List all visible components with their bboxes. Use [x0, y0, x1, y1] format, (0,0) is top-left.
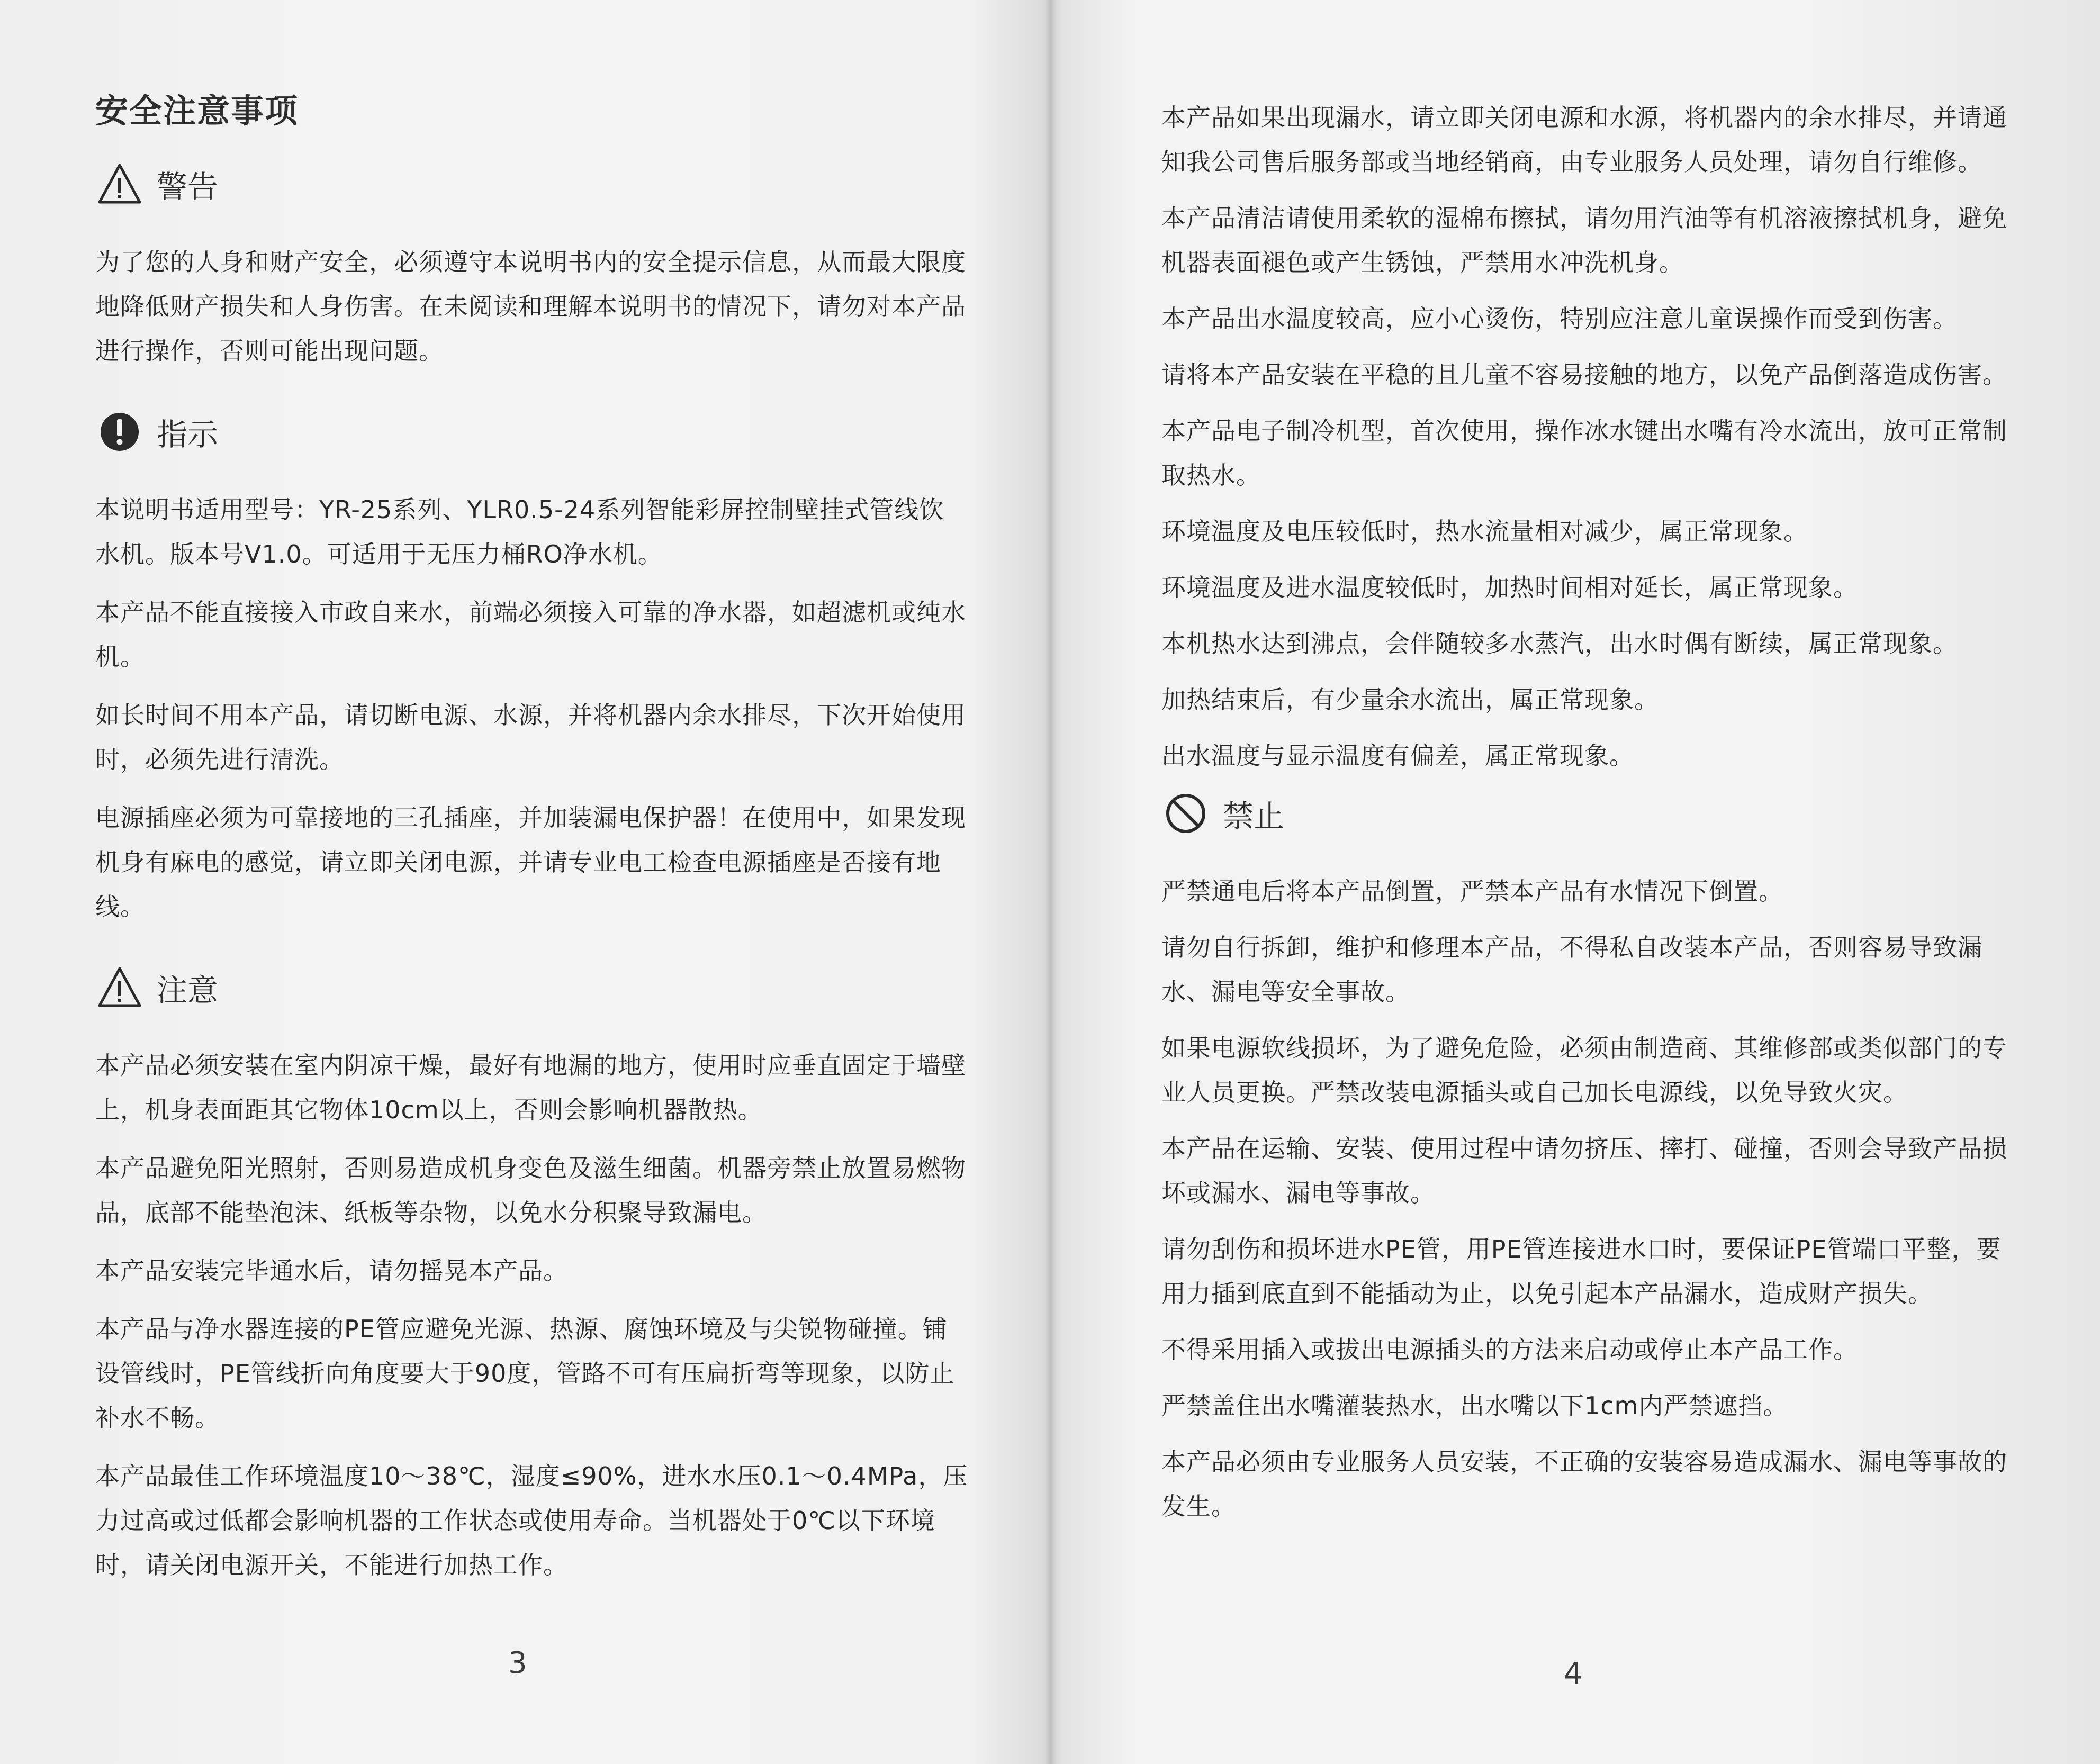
- right-page: [1050, 0, 2100, 1764]
- instruction-heading: [97, 408, 969, 456]
- notice-paragraph: 环境温度及进水温度较低时，加热时间相对延长，属正常现象。: [1161, 573, 1858, 602]
- page-title: 安全注意事项: [95, 92, 299, 130]
- prohibited-paragraph: 严禁盖住出水嘴灌装热水，出水嘴以下1cm内严禁遮挡。: [1161, 1391, 1788, 1420]
- exclamation-circle-icon: [97, 410, 142, 454]
- caution-paragraph: 本产品与净水器连接的PE管应避免光源、热源、腐蚀环境及与尖锐物碰撞。铺设管线时，PE管线折向角度要大于90度，管路不可有压扁折弯等现象，以防止补水不畅。: [95, 1315, 955, 1432]
- warning-triangle-icon: [97, 162, 142, 206]
- notice-paragraph: 出水温度与显示温度有偏差，属正常现象。: [1161, 741, 1634, 770]
- warning-paragraph: 为了您的人身和财产安全，必须遵守本说明书内的安全提示信息，从而最大限度地降低财产损失和人身伤害。在未阅读和理解本说明书的情况下，请勿对本产品进行操作，否则可能出现问题。: [95, 248, 966, 365]
- prohibited-paragraph: 本产品必须由专业服务人员安装，不正确的安装容易造成漏水、漏电等事故的发生。: [1161, 1448, 2007, 1521]
- book-crease: [1046, 0, 1056, 1764]
- prohibited-circle-icon: [1164, 791, 1208, 836]
- notice-paragraph: 本机热水达到沸点，会伴随较多水蒸汽，出水时偶有断续，属正常现象。: [1161, 629, 1958, 658]
- prohibited-paragraph: 不得采用插入或拔出电源插头的方法来启动或停止本产品工作。: [1161, 1335, 1858, 1364]
- caution-paragraph: 本产品必须安装在室内阴凉干燥，最好有地漏的地方，使用时应垂直固定于墙壁上，机身表面距其它物体10cm以上，否则会影响机器散热。: [95, 1051, 966, 1124]
- left-content: [95, 85, 969, 1601]
- prohibited-paragraph: 请勿刮伤和损坏进水PE管，用PE管连接进水口时，要保证PE管端口平整，要用力插到底直到不能插动为止，以免引起本产品漏水，造成财产损失。: [1161, 1235, 2002, 1308]
- right-content: [1161, 95, 2024, 1540]
- warning-heading: [97, 160, 969, 208]
- notice-paragraph: 本产品出水温度较高，应小心烫伤，特别应注意儿童误操作而受到伤害。: [1161, 304, 1958, 333]
- prohibited-paragraph: 如果电源软线损坏，为了避免危险，必须由制造商、其维修部或类似部门的专业人员更换。严禁改装电源插头或自己加长电源线，以免导致火灾。: [1161, 1034, 2007, 1107]
- page-number-left: 3: [508, 1646, 527, 1680]
- notice-paragraph: 加热结束后，有少量余水流出，属正常现象。: [1161, 685, 1659, 714]
- prohibited-paragraph: 请勿自行拆卸，维护和修理本产品，不得私自改装本产品，否则容易导致漏水、漏电等安全事故。: [1161, 933, 1982, 1006]
- caution-heading-label: 注意: [157, 972, 219, 1008]
- caution-paragraph: 本产品安装完毕通水后，请勿摇晃本产品。: [95, 1256, 568, 1285]
- notice-paragraph: 本产品电子制冷机型，首次使用，操作冰水键出水嘴有冷水流出，放可正常制取热水。: [1161, 417, 2007, 490]
- instruction-paragraph: 如长时间不用本产品，请切断电源、水源，并将机器内余水排尽，下次开始使用时，必须先进行清洗。: [95, 701, 966, 774]
- prohibited-heading-label: 禁止: [1223, 798, 1285, 834]
- instruction-heading-label: 指示: [157, 417, 219, 453]
- instruction-paragraph: 本说明书适用型号：YR-25系列、YLR0.5-24系列智能彩屏控制壁挂式管线饮水机。版本号V1.0。可适用于无压力桶RO净水机。: [95, 495, 944, 568]
- caution-heading: [97, 964, 969, 1011]
- warning-heading-label: 警告: [157, 169, 219, 205]
- caution-paragraph: 本产品避免阳光照射，否则易造成机身变色及滋生细菌。机器旁禁止放置易燃物品，底部不能垫泡沫、纸板等杂物，以免水分积聚导致漏电。: [95, 1154, 966, 1227]
- caution-paragraph: 本产品最佳工作环境温度10～38℃，湿度≤90%，进水水压0.1～0.4MPa，压力过高或过低都会影响机器的工作状态或使用寿命。当机器处于0℃以下环境时，请关闭电源开关，不能进行加热工作。: [95, 1462, 968, 1579]
- instruction-paragraph: 电源插座必须为可靠接地的三孔插座，并加装漏电保护器！在使用中，如果发现机身有麻电的感觉，请立即关闭电源，并请专业电工检查电源插座是否接有地线。: [95, 803, 966, 921]
- notice-paragraph: 环境温度及电压较低时，热水流量相对减少，属正常现象。: [1161, 517, 1808, 546]
- prohibited-heading: [1164, 790, 2024, 837]
- instruction-paragraph: 本产品不能直接接入市政自来水，前端必须接入可靠的净水器，如超滤机或纯水机。: [95, 598, 966, 671]
- prohibited-paragraph: 本产品在运输、安装、使用过程中请勿挤压、摔打、碰撞，否则会导致产品损坏或漏水、漏电等事故。: [1161, 1134, 2007, 1207]
- prohibited-paragraph: 严禁通电后将本产品倒置，严禁本产品有水情况下倒置。: [1161, 877, 1783, 906]
- notice-paragraph: 本产品清洁请使用柔软的湿棉布擦拭，请勿用汽油等有机溶液擦拭机身，避免机器表面褪色或产生锈蚀，严禁用水冲洗机身。: [1161, 204, 2007, 277]
- warning-triangle-icon: [97, 965, 142, 1010]
- notice-paragraph: 请将本产品安装在平稳的且儿童不容易接触的地方，以免产品倒落造成伤害。: [1161, 360, 2007, 389]
- notice-paragraph: 本产品如果出现漏水，请立即关闭电源和水源，将机器内的余水排尽，并请通知我公司售后服务部或当地经销商，由专业服务人员处理，请勿自行维修。: [1161, 103, 2007, 176]
- page-number-right: 4: [1564, 1657, 1583, 1691]
